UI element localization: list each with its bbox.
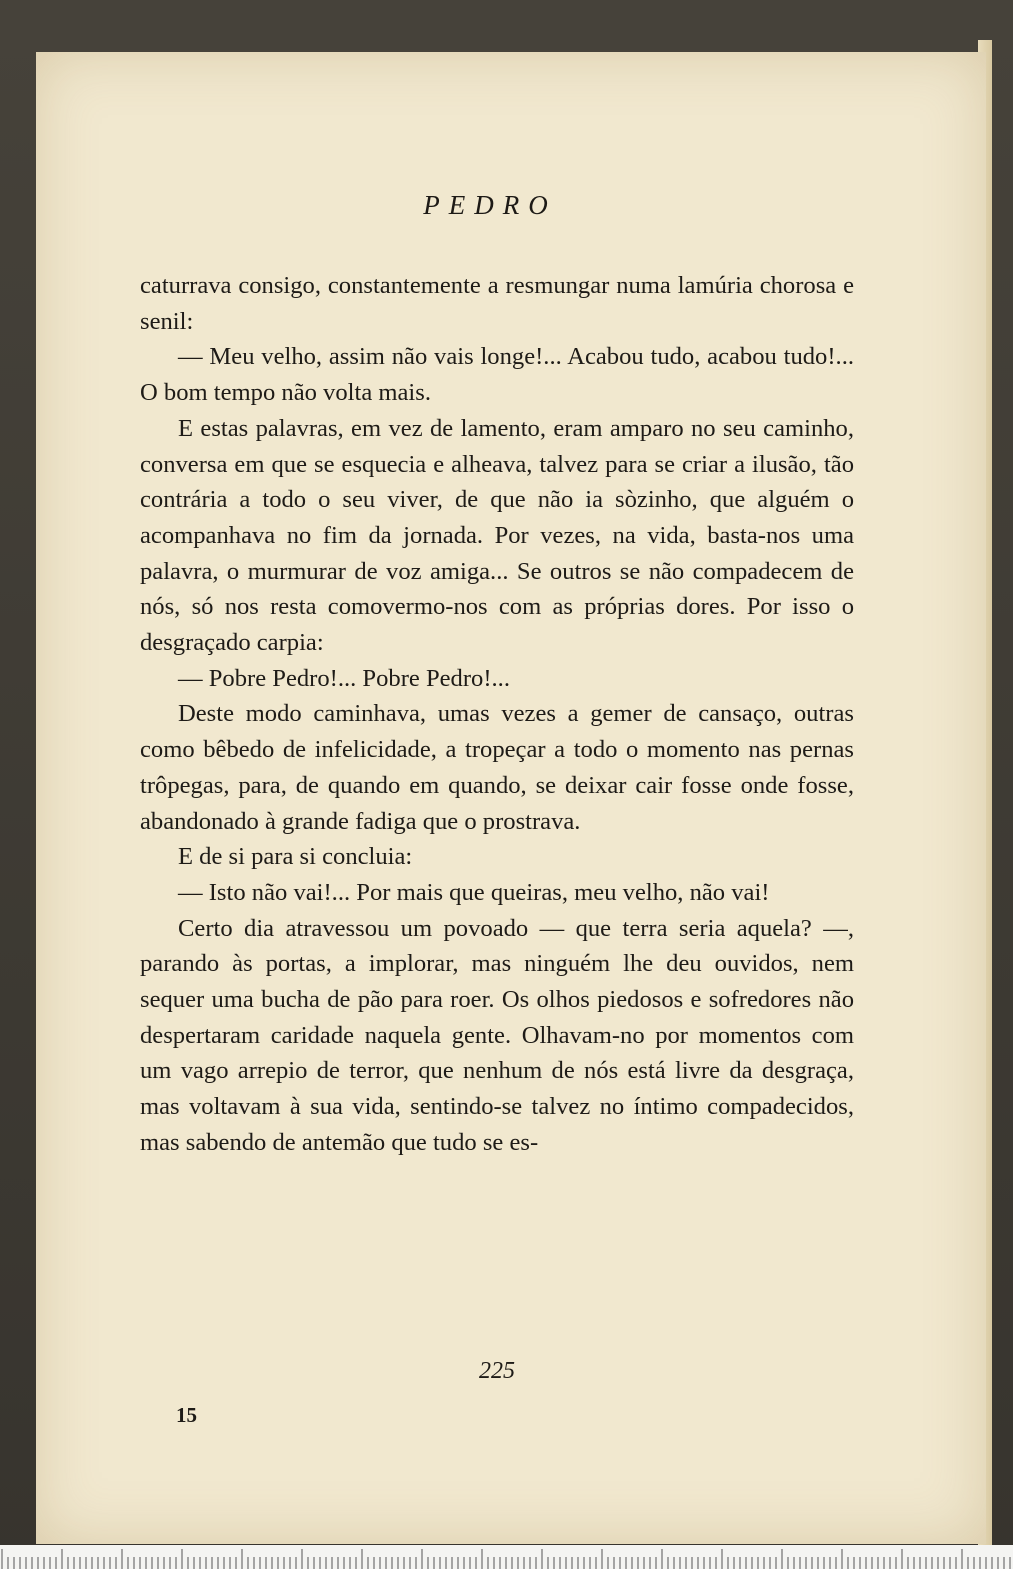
page-number: 225 [479, 1358, 515, 1384]
body-text [140, 268, 854, 1161]
paragraph-8: Certo dia atravessou um povoado — que terra seria aquela? —, parando às portas, a implorar, mas ninguém lhe deu ouvidos, nem sequer uma bucha de pão para roer. Os olhos piedosos e sofredores não despertaram caridade naquela gente. Olhavam-no por momentos com um vago arrepio de terror, que nenhum de nós está livre da desgraça, mas voltavam à sua vida, sentindo-se talvez no íntimo compadecidos, mas sabendo de antemão que tudo se es- [140, 914, 854, 1156]
scale-ruler [0, 1545, 1013, 1569]
paragraph-1: caturrava consigo, constantemente a resmungar numa lamúria chorosa e senil: [140, 272, 854, 335]
running-title: PEDRO [423, 190, 557, 220]
paragraph-6: E de si para si concluia: [178, 843, 413, 871]
paragraph-3: E estas palavras, em vez de lamento, eram amparo no seu caminho, conversa em que se esquecia e alheava, talvez para se criar a ilusão, tão contrária a todo o seu viver, de que não ia sòzinho, que alguém o acompanhava no fim da jornada. Por vezes, na vida, basta-nos uma palavra, o murmurar de voz amiga... Se outros se não compadecem de nós, só nos resta comovermo-nos com as próprias dores. Por isso o desgraçado carpia: [140, 414, 854, 657]
ruler-ticks [0, 1545, 1013, 1569]
paragraph-2: — Meu velho, assim não vais longe!... Acabou tudo, acabou tudo!... O bom tempo não volta mais. [140, 343, 854, 407]
paragraph-4: — Pobre Pedro!... Pobre Pedro!... [178, 664, 510, 692]
paragraph-7: — Isto não vai!... Por mais que queiras, meu velho, não vai! [178, 878, 770, 906]
paragraph-5: Deste modo caminhava, umas vezes a gemer de cansaço, outras como bêbedo de infelicidade, a tropeçar a todo o momento nas pernas trôpegas, para, de quando em quando, se deixar cair fosse onde fosse, abandonado à grande fadiga que o prostrava. [140, 700, 854, 835]
signature-mark: 15 [176, 1403, 197, 1427]
